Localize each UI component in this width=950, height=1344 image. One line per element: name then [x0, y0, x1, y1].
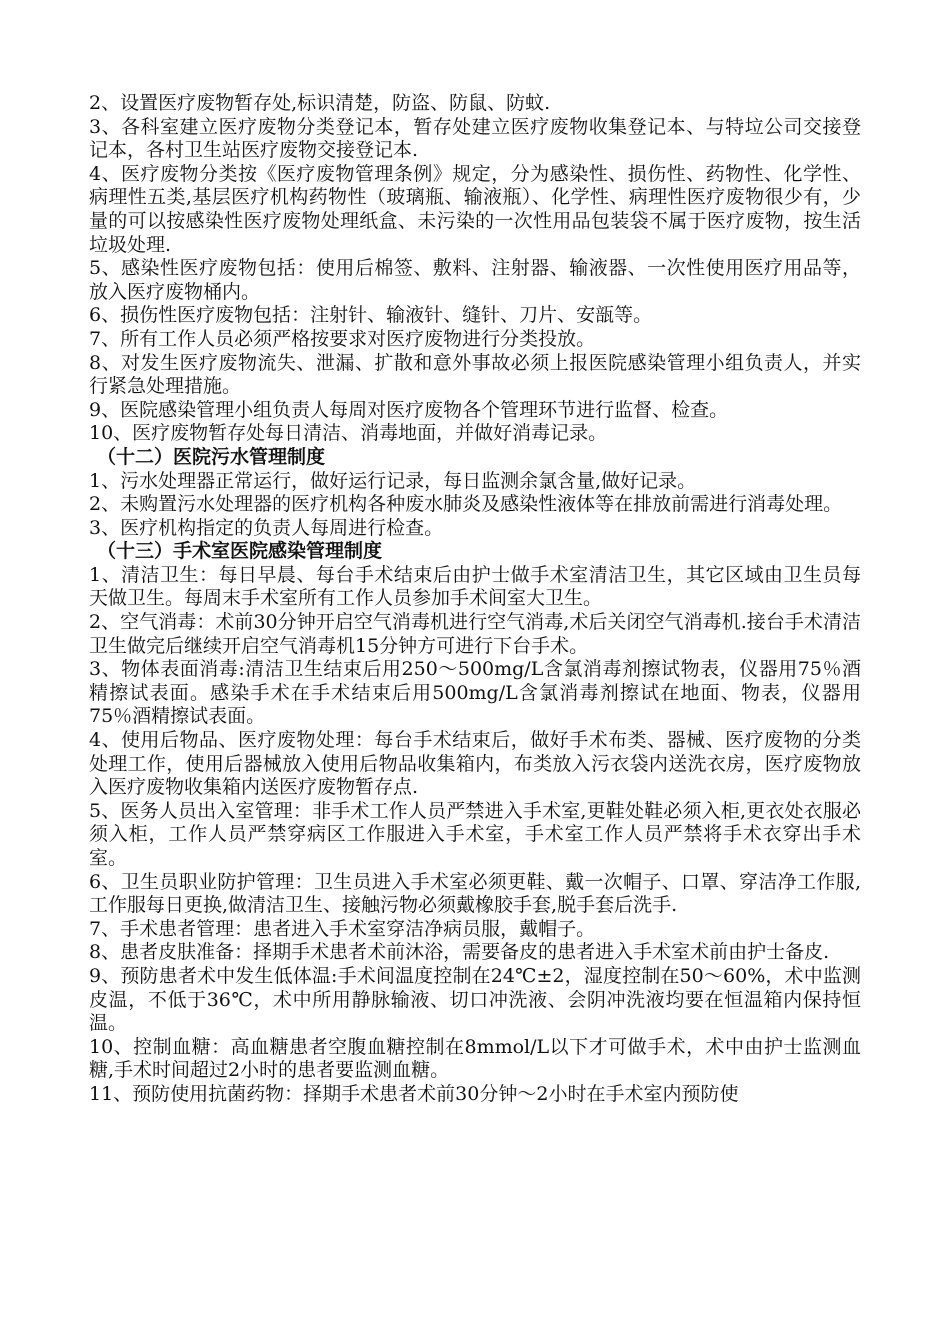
section-heading-sewage: （十二）医院污水管理制度 [97, 445, 326, 468]
paragraph-or-6: 6、卫生员职业防护管理：卫生员进入手术室必须更鞋、戴一次帽子、口罩、穿洁净工作服,工作服每日更换,做清洁卫生、接触污物必须戴橡胶手套,脱手套后洗手. [89, 870, 861, 917]
paragraph-or-10: 10、控制血糖：高血糖患者空腹血糖控制在8mmol/L以下才可做手术，术中由护士监测血糖,手术时间超过2小时的患者要监测血糖。 [89, 1035, 861, 1082]
section-heading-operating-room: （十三）手术室医院感染管理制度 [97, 540, 383, 563]
paragraph-or-8: 8、患者皮肤准备：择期手术患者术前沐浴，需要备皮的患者进入手术室术前由护士备皮. [89, 941, 830, 964]
paragraph-or-4: 4、使用后物品、医疗废物处理：每台手术结束后，做好手术布类、器械、医疗废物的分类处理工作，使用后器械放入使用后物品收集箱内，布类放入污衣袋内送洗衣房，医疗废物放入医疗废物收集箱内送医疗废物暂存点. [89, 729, 861, 799]
paragraph-waste-4: 4、医疗废物分类按《医疗废物管理条例》规定，分为感染性、损伤性、药物性、化学性、病理性五类,基层医疗机构药物性（玻璃瓶、输液瓶）、化学性、病理性医疗废物很少有，少量的可以按感染性医疗废物处理纸盒、未污染的一次性用品包装袋不属于医疗废物，按生活垃圾处理. [89, 162, 861, 256]
paragraph-waste-10: 10、医疗废物暂存处每日清洁、消毒地面，并做好消毒记录。 [89, 422, 608, 445]
paragraph-or-11: 11、预防使用抗菌药物：择期手术患者术前30分钟～2小时在手术室内预防使 [89, 1082, 739, 1105]
paragraph-waste-7: 7、所有工作人员必须严格按要求对医疗废物进行分类投放。 [89, 327, 596, 350]
paragraph-sewage-1: 1、污水处理器正常运行，做好运行记录，每日监测余氯含量,做好记录。 [89, 469, 697, 492]
paragraph-waste-5: 5、感染性医疗废物包括：使用后棉签、敷料、注射器、输液器、一次性使用医疗用品等，放入医疗废物桶内。 [89, 257, 861, 303]
paragraph-or-5: 5、医务人员出入室管理：非手术工作人员严禁进入手术室,更鞋处鞋必须入柜,更衣处衣服必须入柜，工作人员严禁穿病区工作服进入手术室，手术室工作人员严禁将手术衣穿出手术室。 [89, 799, 861, 869]
paragraph-sewage-2: 2、未购置污水处理器的医疗机构各种废水肺炎及感染性液体等在排放前需进行消毒处理。 [89, 493, 843, 516]
paragraph-waste-9: 9、医院感染管理小组负责人每周对医疗废物各个管理环节进行监督、检查。 [89, 398, 729, 421]
paragraph-or-9: 9、预防患者术中发生低体温:手术间温度控制在24℃±2，湿度控制在50～60%，术中监测皮温，不低于36℃，术中所用静脉输液、切口冲洗液、会阴冲洗液均要在恒温箱内保持恒温。 [89, 964, 861, 1035]
paragraph-waste-6: 6、损伤性医疗废物包括：注射针、输液针、缝针、刀片、安瓿等。 [89, 304, 653, 327]
paragraph-sewage-3: 3、医疗机构指定的负责人每周进行检查。 [89, 516, 444, 539]
document-page [89, 92, 861, 1107]
paragraph-or-7: 7、手术患者管理：患者进入手术室穿洁净病员服，戴帽子。 [89, 917, 596, 940]
paragraph-or-2: 2、空气消毒：术前30分钟开启空气消毒机进行空气消毒,术后关闭空气消毒机.接台手术清洁卫生做完后继续开启空气消毒机15分钟方可进行下台手术。 [89, 611, 861, 657]
paragraph-or-3: 3、物体表面消毒:清洁卫生结束后用250～500mg/L含氯消毒剂擦试物表，仪器用75％酒精擦试表面。感染手术在手术结束后用500mg/L含氯消毒剂擦试在地面、物表，仪器用75％酒精擦试表面。 [89, 658, 861, 728]
paragraph-or-1: 1、清洁卫生：每日早晨、每台手术结束后由护士做手术室清洁卫生，其它区域由卫生员每天做卫生。每周末手术室所有工作人员参加手术间室大卫生。 [89, 563, 861, 610]
paragraph-waste-2: 2、设置医疗废物暂存处,标识清楚，防盗、防鼠、防蚊. [89, 92, 551, 114]
paragraph-waste-3: 3、各科室建立医疗废物分类登记本，暂存处建立医疗废物收集登记本、与特垃公司交接登记本，各村卫生站医疗废物交接登记本. [89, 115, 861, 162]
paragraph-waste-8: 8、对发生医疗废物流失、泄漏、扩散和意外事故必须上报医院感染管理小组负责人，并实行紧急处理措施。 [89, 351, 861, 398]
